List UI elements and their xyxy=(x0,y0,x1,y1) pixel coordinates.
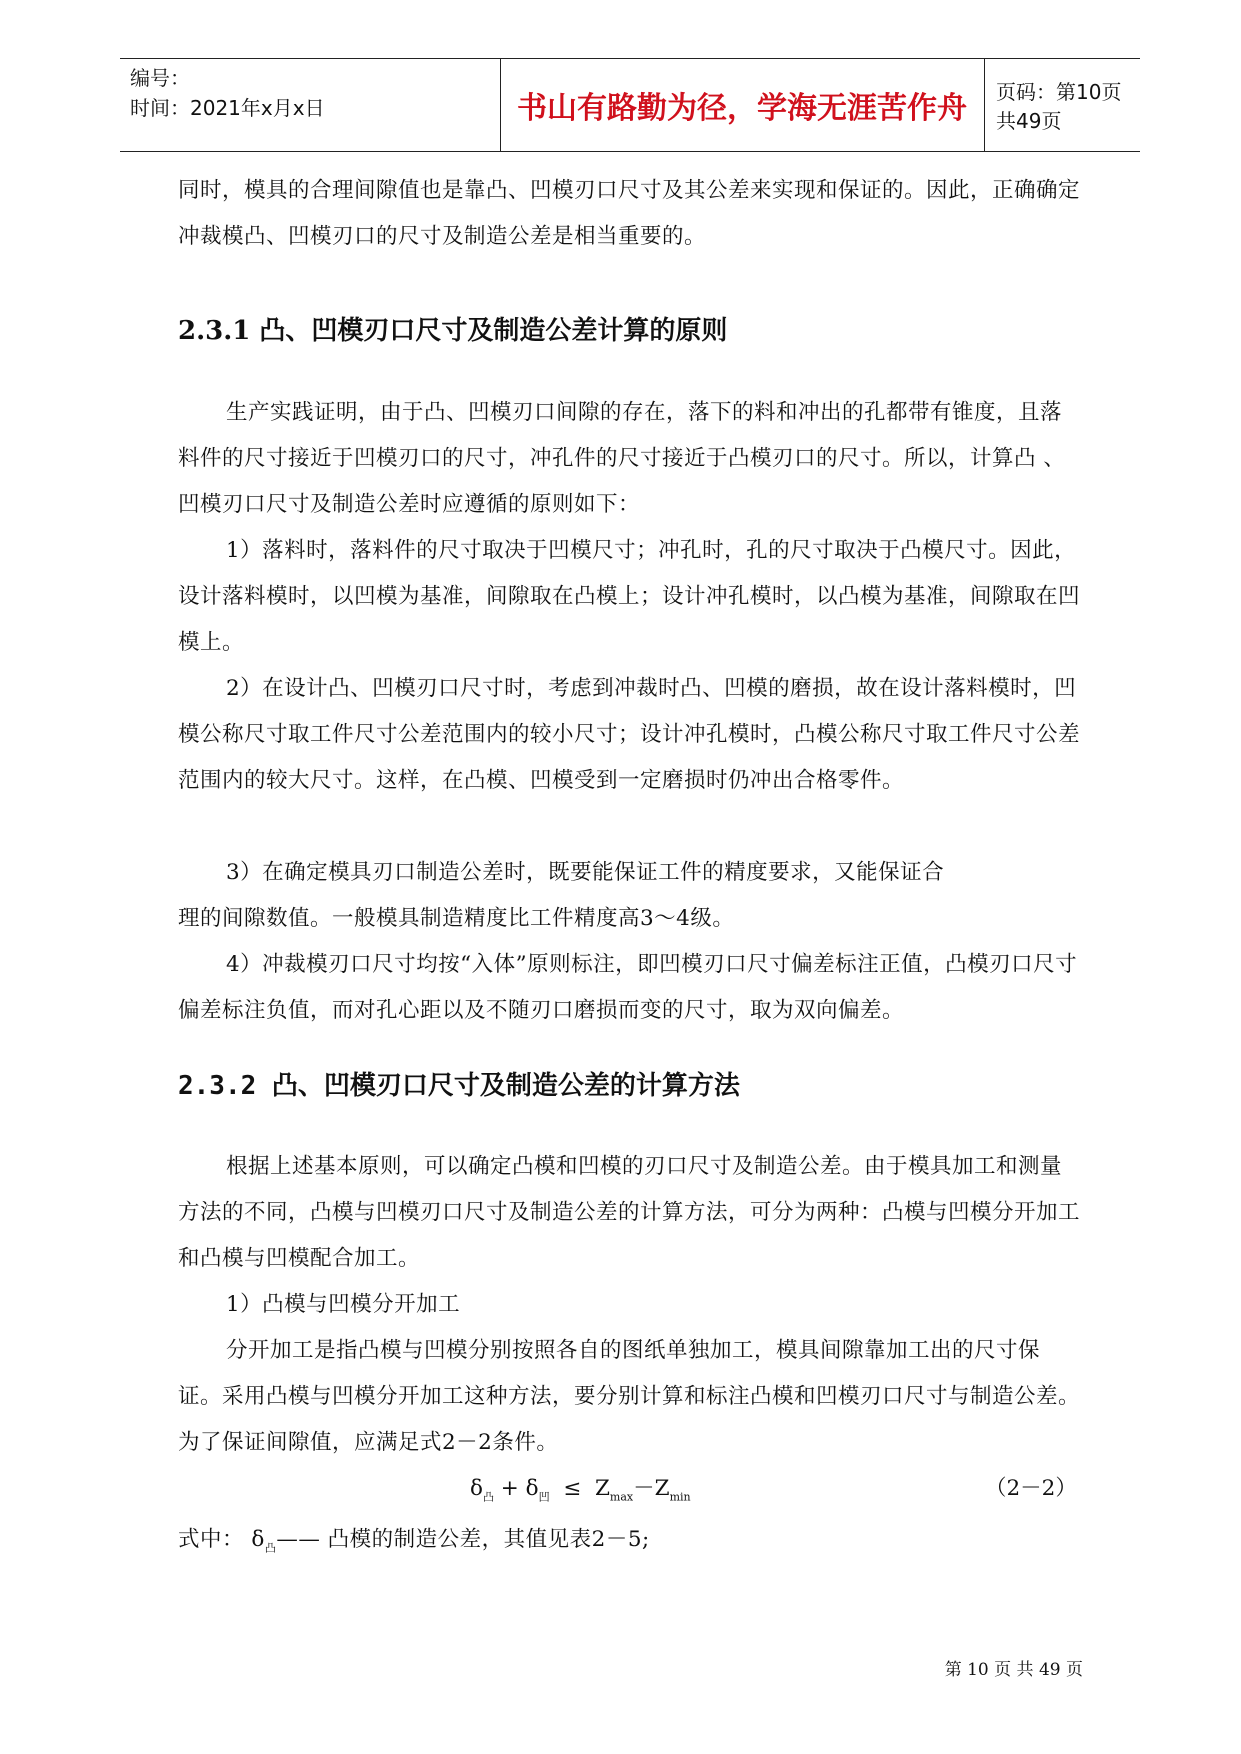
document-number-label: 编号： xyxy=(130,66,190,90)
section1-paragraph: 生产实践证明，由于凸、凹模刃口间隙的存在，落下的料和冲出的孔都带有锥度，且落料件的尺寸接近于凹模刃口的尺寸，冲孔件的尺寸接近于凸模刃口的尺寸。所以，计算凸 、凹模刃口尺寸及制造公差时应遵循的原则如下： xyxy=(178,400,1066,517)
formula-delta: δ xyxy=(470,1476,483,1501)
principle-item-1: 1）落料时，落料件的尺寸取决于凹模尺寸；冲孔时，孔的尺寸取决于凸模尺寸。因此，设计落料模时，以凹模为基准，间隙取在凸模上；设计冲孔模时，以凸模为基准，间隙取在凹模上。 xyxy=(178,538,1081,655)
formula-le: ≤ xyxy=(563,1476,582,1501)
principle-item-3b: 理的间隙数值。一般模具制造精度比工件精度高3～4级。 xyxy=(178,906,735,931)
formula-2-2 xyxy=(470,1471,691,1504)
principle-item-4: 4）冲裁模刃口尺寸均按“入体”原则标注，即凹模刃口尺寸偏差标注正值，凸模刃口尺寸偏差标注负值，而对孔心距以及不随刃口磨损而变的尺寸，取为双向偏差。 xyxy=(178,952,1078,1023)
document-time-label: 时间：2021年x月x日 xyxy=(130,96,325,120)
section2-paragraph: 根据上述基本原则，可以确定凸模和凹模的刃口尺寸及制造公差。由于模具加工和测量方法的不同，凸模与凹模刃口尺寸及制造公差的计算方法，可分为两种：凸模与凹模分开加工和凸模与凹模配合加工。 xyxy=(178,1154,1081,1271)
section-heading-2-3-2: 2.3.2 凸、凹模刃口尺寸及制造公差的计算方法 xyxy=(178,1071,740,1101)
formula-z: Z xyxy=(594,1476,610,1501)
header-divider xyxy=(984,59,985,151)
page-footer: 第 10 页 共 49 页 xyxy=(944,1660,1083,1680)
formula-sub-die: 凹 xyxy=(538,1490,550,1504)
principle-item-2: 2）在设计凸、凹模刃口尺寸时，考虑到冲裁时凸、凹模的磨损，故在设计落料模时，凹模公称尺寸取工件尺寸公差范围内的较小尺寸；设计冲孔模时，凸模公称尺寸取工件尺寸公差范围内的较大尺寸。这样，在凸模、凹模受到一定磨损时仍冲出合格零件。 xyxy=(178,676,1081,793)
header-motto: 书山有路勤为径，学海无涯苦作舟 xyxy=(517,91,967,126)
method-item-1-paragraph: 分开加工是指凸模与凹模分别按照各自的图纸单独加工，模具间隙靠加工出的尺寸保证。采用凸模与凹模分开加工这种方法，要分别计算和标注凸模和凹模刃口尺寸与制造公差。为了保证间隙值，应满足式2－2条件。 xyxy=(178,1338,1081,1455)
where-sub: 凸 xyxy=(264,1541,277,1555)
formula-minus: － xyxy=(633,1476,655,1501)
formula-z: Z xyxy=(654,1476,670,1501)
method-item-1-title: 1）凸模与凹模分开加工 xyxy=(226,1292,461,1317)
principle-item-3a: 3）在确定模具刃口制造公差时，既要能保证工件的精度要求，又能保证合 xyxy=(226,860,945,885)
formula-delta: δ xyxy=(525,1476,539,1501)
header-meta xyxy=(130,63,325,123)
formula-where-line xyxy=(178,1517,1083,1571)
page-header xyxy=(120,58,1140,152)
where-text: —— 凸模的制造公差，其值见表2－5; xyxy=(276,1527,650,1552)
formula-sub-punch: 凸 xyxy=(482,1490,494,1504)
intro-paragraph: 同时，模具的合理间隙值也是靠凸、凹模刃口尺寸及其公差来实现和保证的。因此，正确确定冲裁模凸、凹模刃口的尺寸及制造公差是相当重要的。 xyxy=(178,178,1081,249)
formula-sub-max: max xyxy=(609,1490,634,1504)
header-page-info: 页码：第10页 共49页 xyxy=(996,80,1122,133)
formula-sub-min: min xyxy=(669,1490,691,1504)
formula-plus: + xyxy=(500,1476,519,1501)
where-prefix: 式中： xyxy=(178,1527,245,1552)
where-symbol: δ xyxy=(251,1527,265,1552)
section-heading-2-3-1: 2.3.1 凸、凹模刃口尺寸及制造公差计算的原则 xyxy=(178,316,728,346)
formula-number: （2－2） xyxy=(985,1476,1077,1501)
